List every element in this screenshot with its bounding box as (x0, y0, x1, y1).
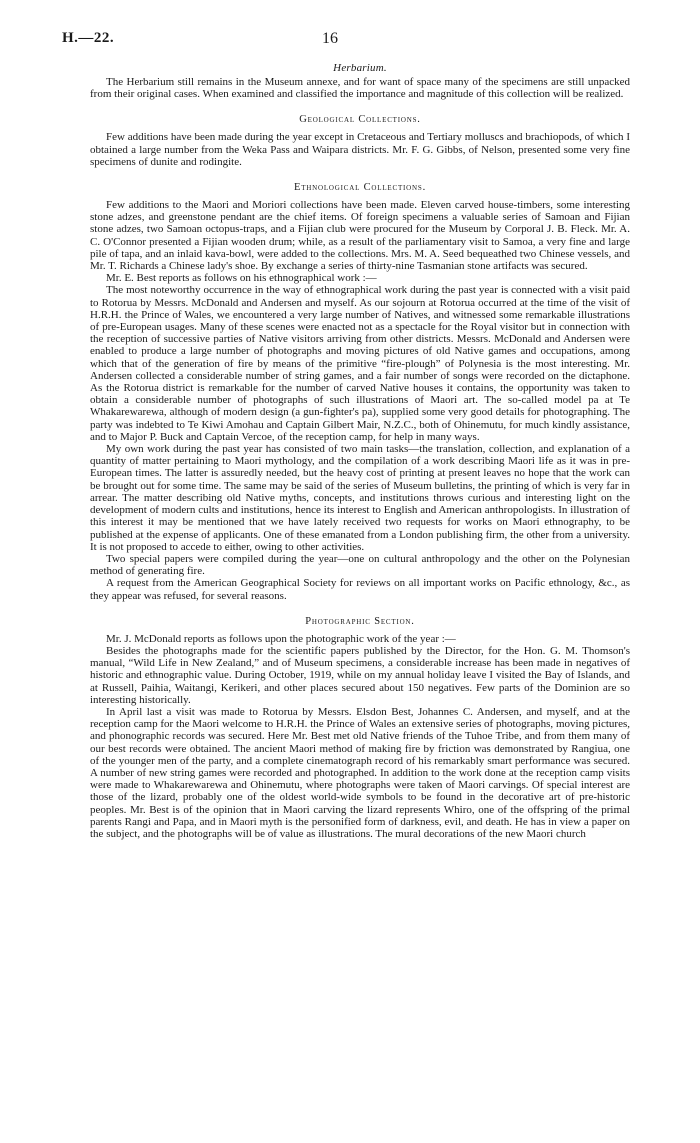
page-number: 16 (322, 30, 338, 47)
ethnological-paragraph-5: Two special papers were compiled during the year—one on cultural anthropology and the other on the Polynesian method of generating fire. (90, 552, 630, 578)
ethnological-section (90, 182, 630, 602)
geological-heading: Geological Collections. (299, 114, 421, 126)
photographic-paragraph-1: Mr. J. McDonald reports as follows upon the photographic work of the year :— (106, 632, 456, 645)
ethnological-paragraph-6: A request from the American Geographical Society for reviews on all important works on Pacific ethnology, &c., as they appear was refused, for several reasons. (90, 577, 630, 602)
herbarium-paragraph-1: The Herbarium still remains in the Museum annexe, and for want of space many of the specimens are still unpacked from their original cases. When examined and classified the importance and magnitude of this collection will be realized. (90, 76, 630, 101)
photographic-paragraph-2: Besides the photographs made for the scientific papers published by the Director, for the Hon. G. M. Thomson's manual, “Wild Life in New Zealand,” and of Museum specimens, a considerable increase has been made in negatives of historic and ethnographic value. During October, 1919, while on my annual holiday leave I visited the Bay of Islands, and at Russell, Paihia, Waitangi, Kerikeri, and other places secured about 150 negatives. Few parts of the Dominion are so interesting historically. (90, 644, 630, 706)
geological-paragraph-1: Few additions have been made during the year except in Cretaceous and Tertiary molluscs and brachiopods, of which I obtained a large number from the Weka Pass and Waipara districts. Mr. F. G. Gibbs, of Nelson, presented some very fine specimens of dunite and rodingite. (90, 131, 630, 168)
ethnological-paragraph-3: The most noteworthy occurrence in the way of ethnographical work during the past year is connected with a visit paid to Rotorua by Messrs. McDonald and Andersen and myself. As our sojourn at Rotorua occurred at the time of the visit of H.R.H. the Prince of Wales, we encountered a very large number of Natives, and witnessed some remarkable illustrations of pre-European usages. Many of these scenes were enacted not as a spectacle for the Royal visitor but in connection with the reception of successive parties of Native visitors arriving from other districts. Messrs. McDonald and Andersen were enabled to produce a large number of photographs and moving pictures of old Native games and occupations, among which that of the generation of fire by means of the primitive “fire-plough” of Polynesia is the most interesting. Mr. Andersen collected a considerable number of string games, and a fair number of songs were recorded on the dictaphone. As the Rotorua district is remarkable for the number of carved Native houses it contains, the opportunity was taken to obtain a considerable number of photographs of such illustrations of Maori art. The so-called model pa at Te Whakarewarewa, although of modern design (a gun-fighter's pa), supplied some very good details for photographing. The party was indebted to Te Kiwi Amohau and Captain Gilbert Mair, N.Z.C., both of Ohinemutu, for much kindly assistance, and to Major P. Buck and Captain Vercoe, of the reception camp, for help in many ways. (90, 284, 630, 443)
ethnological-paragraph-4: My own work during the past year has consisted of two main tasks—the translation, collection, and explanation of a quantity of matter pertaining to Maori mythology, and the compilation of a work describing Maori life as it was in pre-European times. The latter is assuredly needed, but the heavy cost of printing at present leaves no hope that the work can be brought out for some time. The same may be said of the series of Museum bulletins, the printing of which is very far in arrear. The matter describing old Native myths, concepts, and institutions throws curious and interesting light on the development of modern cults and institutions, hence its interest to English and American anthropologists. In illustration of this interest it may be mentioned that we have lately received two requests for works on Maori ethnography, to be published at the expense of applicants. One of these emanated from a London publishing firm, the other from a university. It is not proposed to accede to either, owing to other activities. (90, 443, 630, 553)
photographic-heading: Photographic Section. (305, 615, 415, 627)
ethnological-paragraph-2: Mr. E. Best reports as follows on his ethnographical work :— (106, 272, 377, 285)
photographic-paragraph-3: In April last a visit was made to Rotorua by Messrs. Elsdon Best, Johannes C. Andersen, and myself, and at the reception camp for the Maori welcome to H.R.H. the Prince of Wales an extensive series of photographs, moving pictures, and phonographic records was secured. Here Mr. Best met old Native friends of the Tuhoe Tribe, and from them many of our best records were obtained. The ancient Maori method of making fire by friction was demonstrated by Rangiua, one of the younger men of the party, and a complete cinematograph record of his remarkably smart performance was secured. A number of new string games were recorded and photographed. In addition to the work done at the reception camp visits were made to Whakarewarewa and Ohinemutu, where photographs were taken of Maori carvings. Of special interest are those of the lizard, probably one of the oldest world-wide symbols to be found in the decorative art of pre-historic peoples. Mr. Best is of the opinion that in Maori carving the lizard represents Whiro, one of the offspring of the primal parents Rangi and Papa, and in Maori myth is the personified form of darkness, evil, and death. He has in view a paper on the subject, and the photographs will be of value as illustrations. The mural decorations of the new Maori church (90, 705, 630, 840)
page-header (62, 30, 630, 52)
photographic-section (90, 616, 630, 840)
ethnological-heading: Ethnological Collections. (294, 182, 426, 194)
ethnological-paragraph-1: Few additions to the Maori and Moriori collections have been made. Eleven carved house-timbers, some interesting stone adzes, and greenstone pendant are the chief items. Of foreign specimens a valuable series of Samoan and Fijian stone adzes, two Samoan octopus-traps, and a Fijian club were procured for the Museum by Corporal J. B. Fleck. Mr. A. C. O'Connor presented a Fijian wooden drum; while, as a result of the parliamentary visit to Samoa, a very fine and large pile of tapa, and an inlaid kava-bowl, were added to the collections. Mrs. M. A. Seed bequeathed two Chinese vessels, and Mr. T. Richards a Chinese lady's shoe. By exchange a series of thirty-nine Tasmanian stone artifacts was secured. (90, 199, 630, 273)
herbarium-heading: Herbarium. (333, 62, 387, 74)
document-reference: H.—22. (62, 30, 115, 46)
geological-section (90, 114, 630, 168)
herbarium-section (90, 62, 630, 100)
